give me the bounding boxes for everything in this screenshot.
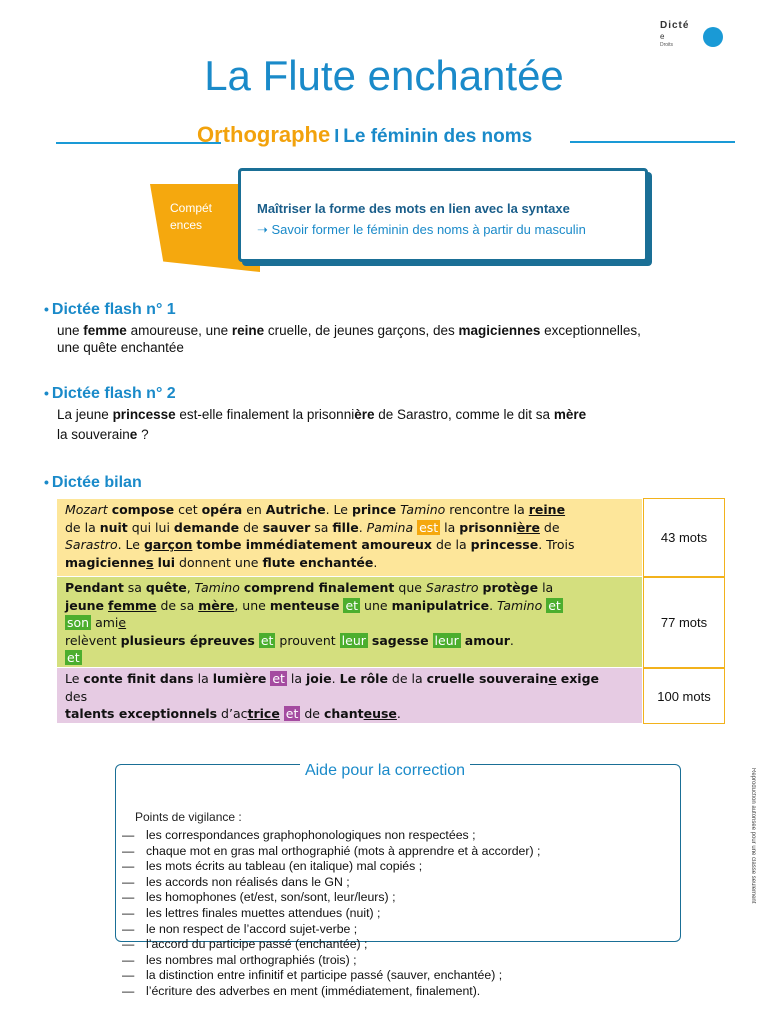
flash1-heading: • Dictée flash n° 1: [44, 301, 176, 318]
bilan-row-1-count: 43 mots: [643, 498, 725, 577]
page-title: La Flute enchantée: [204, 52, 564, 99]
logo-circle-icon: [703, 27, 723, 47]
aide-intro: Points de vigilance :: [135, 810, 242, 824]
logo-text-2: e: [660, 32, 665, 41]
bilan-row-2-text: Pendant sa quête, Tamino comprend finalement que Sarastro protège la jeune femme de sa mère, une menteuse et une manipulatrice. Tamino et son amie relèvent plusieurs épreuves et prouvent leur sagesse leur amour. et: [57, 577, 642, 667]
subtitle-separator: I: [334, 126, 340, 146]
subtitle-rule-right: [570, 141, 735, 143]
subtitle-topic: Le féminin des noms: [343, 126, 533, 147]
subtitle: [197, 122, 532, 148]
competences-label: Compét ences: [170, 201, 213, 232]
list-item: — les accords non réalisés dans le GN ;: [122, 874, 350, 889]
bilan-row-1-text: Mozart compose cet opéra en Autriche. Le prince Tamino rencontre la reine de la nuit qui lui demande de sauver sa fille. Pamina est la prisonnière de Sarastro. Le garçon tombe immédiatement amoureux de la princesse. Trois magiciennes lui donnent une flute enchantée.: [57, 499, 642, 576]
list-item: — les lettres finales muettes attendues (nuit) ;: [122, 905, 381, 920]
logo-text: Dicté: [660, 20, 690, 31]
logo-small-text: Droits: [660, 42, 674, 48]
bilan-row-3-text: Le conte finit dans la lumière et la joie. Le rôle de la cruelle souveraine exige des talents exceptionnels d’actrice et de chanteuse.: [57, 668, 642, 723]
list-item: — chaque mot en gras mal orthographié (mots à apprendre et à accorder) ;: [122, 843, 541, 858]
list-item: — les homophones (et/est, son/sont, leur/leurs) ;: [122, 890, 396, 905]
side-copyright-text: Reproduction autorisée pour une classe seulement: [750, 768, 756, 904]
flash2-heading: • Dictée flash n° 2: [44, 385, 176, 402]
list-item: — le non respect de l’accord sujet-verbe ;: [122, 921, 358, 936]
aide-title: Aide pour la correction: [304, 762, 466, 779]
competence-2: ➝ Savoir former le féminin des noms à partir du masculin: [257, 222, 586, 237]
bilan-heading: • Dictée bilan: [44, 474, 142, 491]
bilan-row-3-count: 100 mots: [643, 668, 725, 724]
bilan-row-2-count: 77 mots: [643, 577, 725, 668]
subtitle-subject: Orthographe: [197, 122, 331, 147]
list-item: — les correspondances graphophonologiques non respectées ;: [122, 828, 476, 842]
competence-1: Maîtriser la forme des mots en lien avec la syntaxe: [257, 201, 570, 216]
list-item: — l’accord du participe passé (enchantée) ;: [122, 937, 368, 952]
list-item: — les mots écrits au tableau (en italique) mal copiés ;: [122, 859, 423, 874]
flash2-text: La jeune princesse est-elle finalement la prisonnière de Sarastro, comme le dit sa mère la souveraine ?: [57, 407, 587, 442]
aide-list: [122, 828, 682, 1000]
list-item: — les nombres mal orthographiés (trois) ;: [122, 952, 357, 967]
list-item: — la distinction entre infinitif et participe passé (sauver, enchantée) ;: [122, 968, 503, 983]
list-item: — l’écriture des adverbes en ment (immédiatement, finalement).: [122, 983, 481, 998]
flash1-text: une femme amoureuse, une reine cruelle, de jeunes garçons, des magiciennes exceptionnelles, une quête enchantée: [57, 323, 641, 355]
